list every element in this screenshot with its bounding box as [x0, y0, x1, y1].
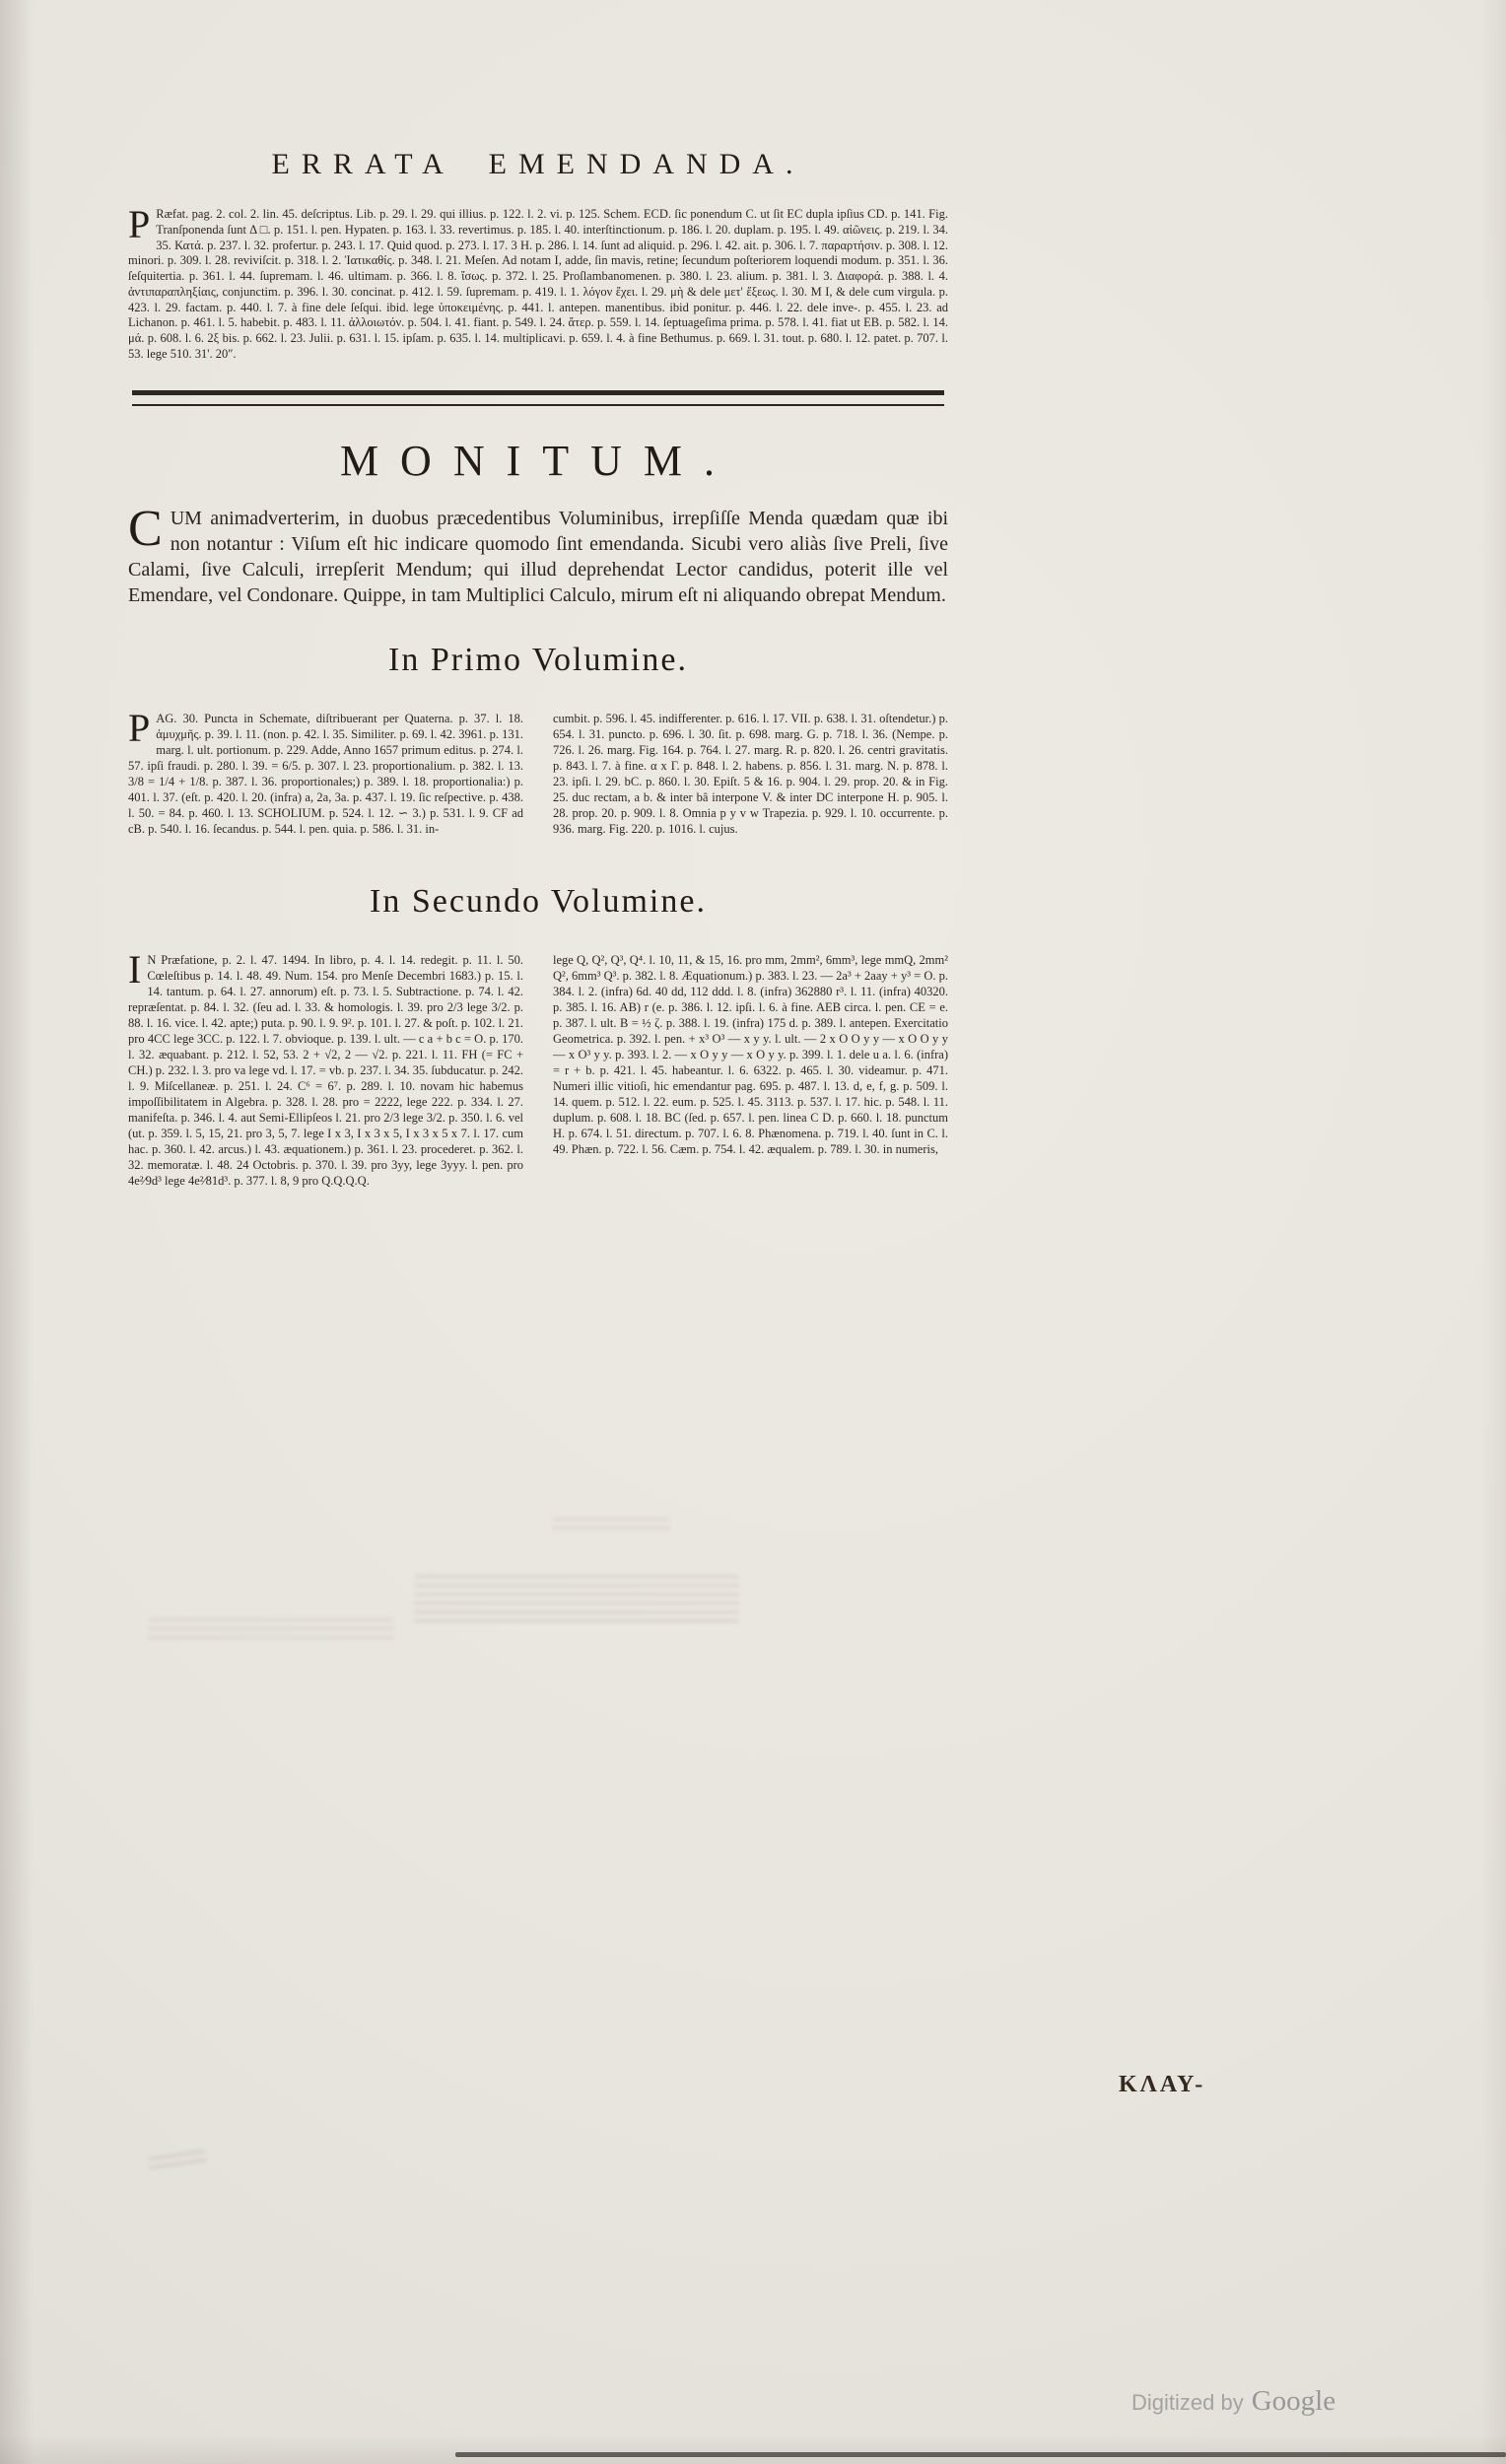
secundo-dropcap: I [128, 947, 142, 992]
errata-dropcap: P [128, 202, 151, 246]
secundo-left-text: N Præfatione, p. 2. l. 47. 1494. In libro, p. 4. l. 14. redegit. p. 11. l. 50. Cœleſtibus p. 14. l. 48. 49. Num. 154. pro Menſe Decembri 1683.) p. 15. l. 14. tantum. p. 64. l. 27. annorum) eſt. p. 73. l. 5. Subtractione. p. 74. l. 42. repræſentat. p. 84. l. 32. (ſeu ad. l. 33. & homologis. l. 39. pro 2/3 lege 3/2. p. 88. l. 16. vice. l. 42. apte;) puta. p. 90. l. 9. 9². p. 101. l. 27. & poſt. p. 102. l. 21. pro 4CC lege 3CC. p. 122. l. 7. obvioque. p. 139. l. ult. — c a + b c = O. p. 170. l. 32. æquabant. p. 212. l. 52, 53. 2 + √2, 2 — √2. p. 221. l. 11. FH (= FC + CH.) p. 232. l. 3. pro va lege vd. l. 17. = vb. p. 237. l. 34. 35. ſubducatur. p. 242. l. 9. Miſcellaneæ. p. 251. l. 24. C⁶ = 6⁷. p. 289. l. 10. novam hic habemus impoſſibilitatem in Algebra. p. 328. l. 28. pro = 2222, lege 222. p. 334. l. 27. manifeſta. p. 346. l. 4. aut Semi-Ellipſeos l. 21. pro 2/3 lege 3/2. p. 350. l. 6. vel (ut. p. 359. l. 5, 15, 21. pro 3, 5, 7. lege I x 3, I x 3 x 5, I x 3 x 5 x 7. l. 17. cum hac. p. 360. l. 42. arcus.) l. 43. æquationem.) p. 361. l. 23. procederet. p. 362. l. 32. memoratæ. l. 48. 24 Octobris. p. 370. l. 39. pro 3yy, lege 3yyy. l. pen. pro 4e²⁄9d³ lege 4e²⁄81d³. p. 377. l. 8, 9 pro Q.Q.Q.Q. [128, 953, 523, 1188]
errata-paragraph [128, 202, 948, 363]
monitum-text: UM animadverterim, in duobus præcedentibus Voluminibus, irrepſiſſe Menda quædam quæ ibi non notantur : Viſum eſt hic indicare quomodo ſint emendanda. Sicubi vero aliàs ſive Preli, ſive Calami, ſive Calculi, irrepſerit Mendum; qui illud deprehendat Lector candidus, poterit ille vel Emendare, vel Condonare. Quippe, in tam Multiplici Calculo, mirum eſt ni aliquando obrepat Mendum. [128, 507, 948, 606]
section-divider-rule [132, 390, 944, 406]
primo-dropcap: P [128, 706, 151, 750]
secundo-right-column [553, 952, 948, 1189]
monitum-heading: MONITUM. [339, 436, 737, 485]
google-logo-text: Google [1251, 2385, 1336, 2417]
bleedthrough-smudge [148, 1618, 394, 1640]
secundo-volumine-columns [128, 940, 948, 1201]
primo-volumine-heading: In Primo Volumine. [388, 641, 688, 678]
ink-scribble-mark [147, 2150, 207, 2169]
primo-right-text: cumbit. p. 596. l. 45. indifferenter. p. 616. l. 17. VII. p. 638. l. 31. oſtendetur.) p. 654. l. 31. puncto. p. 696. l. 30. ſit. p. 698. marg. G. p. 718. l. 36. (Nempe. p. 726. l. 26. marg. Fig. 164. p. 764. l. 27. marg. R. p. 820. l. 26. centri gravitatis. p. 843. l. 7. à fine. α x Γ. p. 848. l. 2. habens. p. 856. l. 31. marg. N. p. 878. l. 23. ipſi. l. 29. bC. p. 860. l. 30. Epiſt. 5 & 16. p. 904. l. 29. prop. 20. & in Fig. 25. duc rectam, a b. & inter bâ interpone V. & inter DC interpone H. p. 905. l. 28. prop. 20. p. 909. l. 8. Omnia p y v w Trapezia. p. 929. l. 10. occurrente. p. 936. marg. Fig. 220. p. 1016. l. cujus. [553, 712, 948, 836]
primo-left-text: AG. 30. Puncta in Schemate, diſtribuerant per Quaterna. p. 37. l. 18. ἀμυχμῆς. p. 39. l. 11. (non. p. 42. l. 35. Similiter. p. 69. l. 42. 3961. p. 131. marg. l. ult. portionum. p. 229. Adde, Anno 1657 primum editus. p. 274. l. 57. ipſi fraudi. p. 280. l. 39. = 6/5. p. 307. l. 23. proportionalium. p. 382. l. 13. 3/8 = 1/4 + 1/8. p. 387. l. 36. proportionales;) p. 389. l. 18. proportionalia:) p. 401. l. 37. (eſt. p. 420. l. 20. (infra) a, 2a, 3a. p. 437. l. 19. ſic reſpective. p. 438. l. 50. = 84. p. 460. l. 13. SCHOLIUM. p. 524. l. 12. ∽ 3.) p. 531. l. 9. CF ad cB. p. 540. l. 16. ſecandus. p. 544. l. pen. quia. p. 586. l. 31. in- [128, 712, 523, 836]
page-content [128, 148, 948, 1201]
digitized-by-label: Digitized by [1131, 2390, 1244, 2415]
bleedthrough-smudge [552, 1518, 670, 1532]
secundo-left-column [128, 947, 523, 1189]
digitization-watermark [1131, 2385, 1335, 2418]
scan-edge-line [455, 2452, 1506, 2457]
bleedthrough-smudge [414, 1575, 739, 1626]
secundo-right-text: lege Q, Q², Q³, Q⁴. l. 10, 11, & 15, 16. pro mm, 2mm², 6mm³, lege mmQ, 2mm² Q², 6mm³ Q³. p. 382. l. 8. Æquationum.) p. 383. l. 23. — 2a³ + 2aay + y³ = O. p. 384. l. 2. (infra) 6d. 40 dd, 112 ddd. l. 8. (infra) 362880 r³. l. 11. (infra) 40320. p. 385. l. 16. AB) r (e. p. 386. l. 12. ipſi. l. 6. à fine. AEB circa. l. pen. CE = e. p. 387. l. ult. B = ½ ζ. p. 388. l. 19. (infra) 175 d. p. 389. l. antepen. Exercitatio Geometrica. p. 392. l. pen. + x³ O³ — x y y. l. ult. — 2 x O O y y — x O O y y — x O³ y y. p. 393. l. 2. — x O y y — x O y y. p. 399. l. 1. dele u a. l. 6. (infra) = r + b. p. 421. l. 45. habeantur. l. 6. 6322. p. 465. l. 30. videamur. p. 471. Numeri illic vitioſi, hic emendantur pag. 695. p. 487. l. 13. d, e, f, g. p. 509. l. 14. quem. p. 512. l. 22. eum. p. 525. l. 45. 3113. p. 537. l. 17. hic. p. 548. l. 11. duplum. p. 608. l. 18. BC (ſed. p. 657. l. pen. linea C D. p. 660. l. 18. punctum H. p. 674. l. 51. directum. p. 707. l. 6. 8. Phænomena. p. 719. l. 40. ſunt in C. l. 49. Phæn. p. 722. l. 56. Cæm. p. 754. l. 42. æqualem. p. 789. l. 30. in numeris, [553, 953, 948, 1156]
catchword: ΚΛΑΥ- [1119, 2072, 1206, 2097]
monitum-paragraph [128, 500, 948, 608]
primo-volumine-columns [128, 699, 948, 850]
primo-left-column [128, 706, 523, 837]
secundo-volumine-heading: In Secundo Volumine. [370, 882, 707, 920]
page-title: ERRATA EMENDANDA. [271, 148, 805, 180]
primo-right-column [553, 711, 948, 837]
errata-text: Ræfat. pag. 2. col. 2. lin. 45. deſcriptus. Lib. p. 29. l. 29. qui illius. p. 122. l. 2. vi. p. 125. Schem. ECD. ſic ponendum C. ut ſit EC dupla ipſius CD. p. 141. Fig. Tranſponenda ſunt Δ □. p. 151. l. pen. Hypaten. p. 163. l. 33. revertimus. p. 185. l. 40. interſtinctionum. p. 186. l. 20. duplam. p. 195. l. 49. αἰῶνεις. p. 219. l. 34. 35. Κατά. p. 237. l. 32. profertur. p. 243. l. 17. Quid quod. p. 273. l. 17. 3 H. p. 286. l. 14. ſunt ad aliquid. p. 296. l. 42. ait. p. 306. l. 7. παραρτήσιν. p. 308. l. 12. minori. p. 309. l. 28. reviviſcit. p. 318. l. 2. Ἰατικαθίς. p. 348. l. 21. Meſen. Ad notam I, adde, ſin mavis, retine; ſecundum poſteriorem loquendi modum. p. 351. l. 36. ſeſquitertia. p. 361. l. 44. ſupremam. l. 46. ultimam. p. 366. l. 8. ἴσως. p. 372. l. 25. Proſlambanomenen. p. 380. l. 23. alium. p. 381. l. 3. Διαφορά. p. 388. l. 4. ἀντιπαραπληξίαις, conjunctim. p. 396. l. 30. concinat. p. 412. l. 59. ſupremam. p. 419. l. 1. λόγον ἔχει. l. 29. μὴ & dele μετ' ἔξεως. l. 30. M I, & dele cum virgula. p. 423. l. 29. factam. p. 440. l. 7. à fine dele ſeſqui. ibid. lege ὑποκειμένης. p. 441. l. antepen. manentibus. ibid ponitur. p. 446. l. 22. dele inve-. p. 455. l. 23. ad Lichanon. p. 461. l. 5. habebit. p. 483. l. 11. ἀλλοιωτόν. p. 504. l. 41. fiant. p. 549. l. 24. ἄτερ. p. 559. l. 14. ſeptuageſima prima. p. 578. l. 41. fiat ut EB. p. 582. l. 14. μά. p. 608. l. 6. 2ξ bis. p. 662. l. 23. Julii. p. 631. l. 15. ipſam. p. 635. l. 14. multiplicavi. p. 659. l. 4. à fine Bethumus. p. 669. l. 31. tout. p. 680. l. 12. patet. p. 707. l. 53. lege 510. 31'. 20″. [128, 207, 948, 361]
monitum-dropcap: C [128, 500, 163, 557]
